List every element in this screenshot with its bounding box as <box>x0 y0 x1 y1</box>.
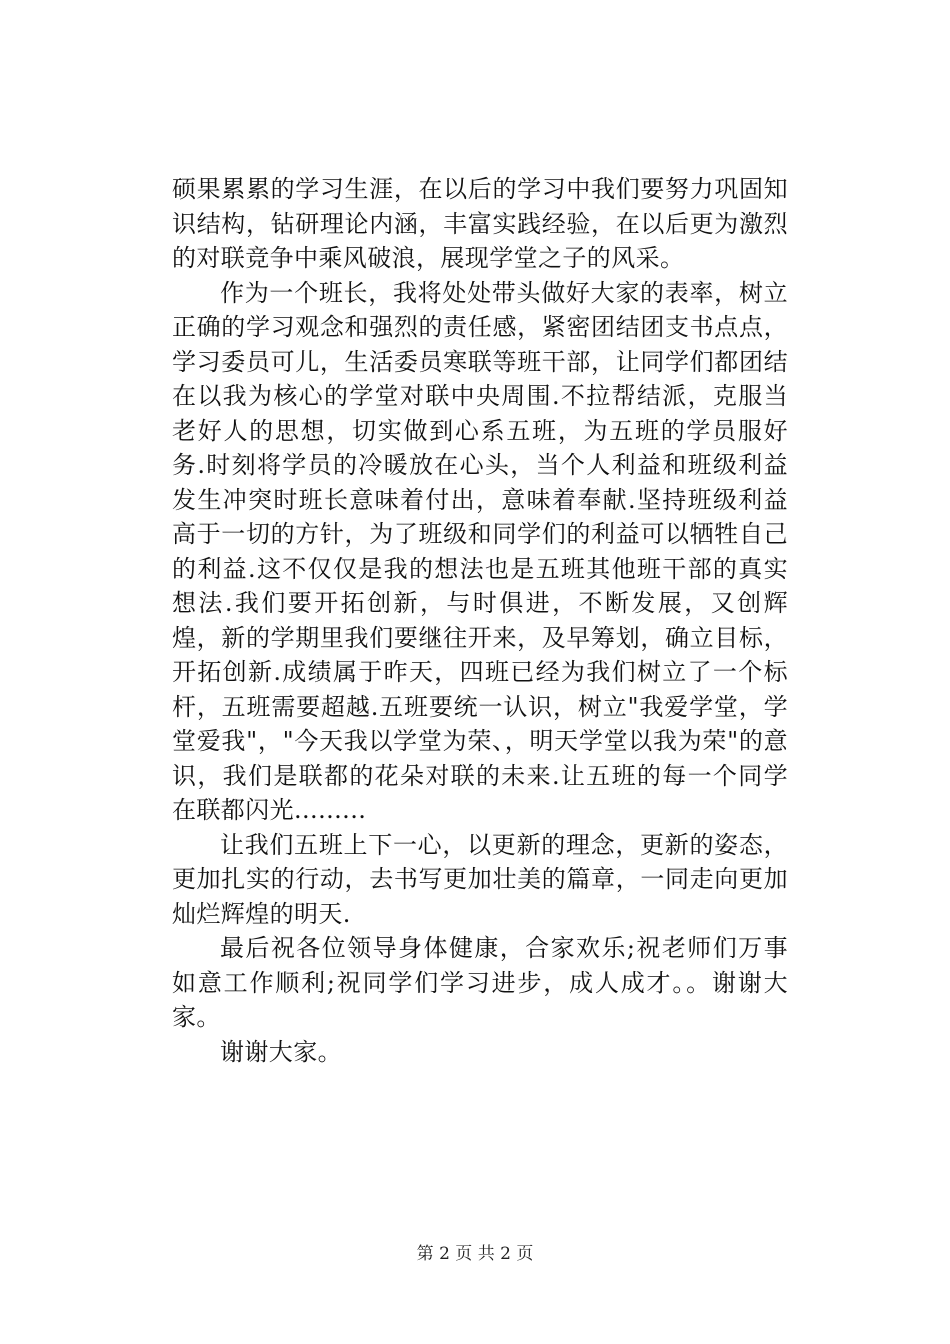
document-body <box>172 172 788 1069</box>
page-footer: 第 2 页 共 2 页 <box>416 1244 534 1264</box>
paragraph-wishes: 最后祝各位领导身体健康，合家欢乐;祝老师们万事如意工作顺利;祝同学们学习进步，成人成才。。谢谢大家。 <box>172 934 788 1031</box>
paragraph-class-monitor: 作为一个班长，我将处处带头做好大家的表率，树立正确的学习观念和强烈的责任感，紧密团结团支书点点，学习委员可儿，生活委员寒联等班干部，让同学们都团结在以我为核心的学堂对联中央周围.不拉帮结派，克服当老好人的思想，切实做到心系五班，为五班的学员服好务.时刻将学员的冷暖放在心头，当个人利益和班级利益发生冲突时班长意味着付出，意味着奉献.坚持班级利益高于一切的方针，为了班级和同学们的利益可以牺牲自己的利益.这不仅仅是我的想法也是五班其他班干部的真实想法.我们要开拓创新，与时俱进，不断发展，又创辉煌，新的学期里我们要继往开来，及早筹划，确立目标，开拓创新.成绩属于昨天，四班已经为我们树立了一个标杆，五班需要超越.五班要统一认识，树立"我爱学堂，学堂爱我"，"今天我以学堂为荣、，明天学堂以我为荣"的意识，我们是联都的花朵对联的未来.让五班的每一个同学在联都闪光......... <box>172 278 788 824</box>
paragraph-continuation: 硕果累累的学习生涯，在以后的学习中我们要努力巩固知识结构，钻研理论内涵，丰富实践经验，在以后更为激烈的对联竞争中乘风破浪，展现学堂之子的风采。 <box>172 175 788 272</box>
paragraph-unity: 让我们五班上下一心，以更新的理念，更新的姿态，更加扎实的行动，去书写更加壮美的篇章，一同走向更加灿烂辉煌的明天. <box>172 830 788 928</box>
paragraph-thanks: 谢谢大家。 <box>220 1037 342 1066</box>
